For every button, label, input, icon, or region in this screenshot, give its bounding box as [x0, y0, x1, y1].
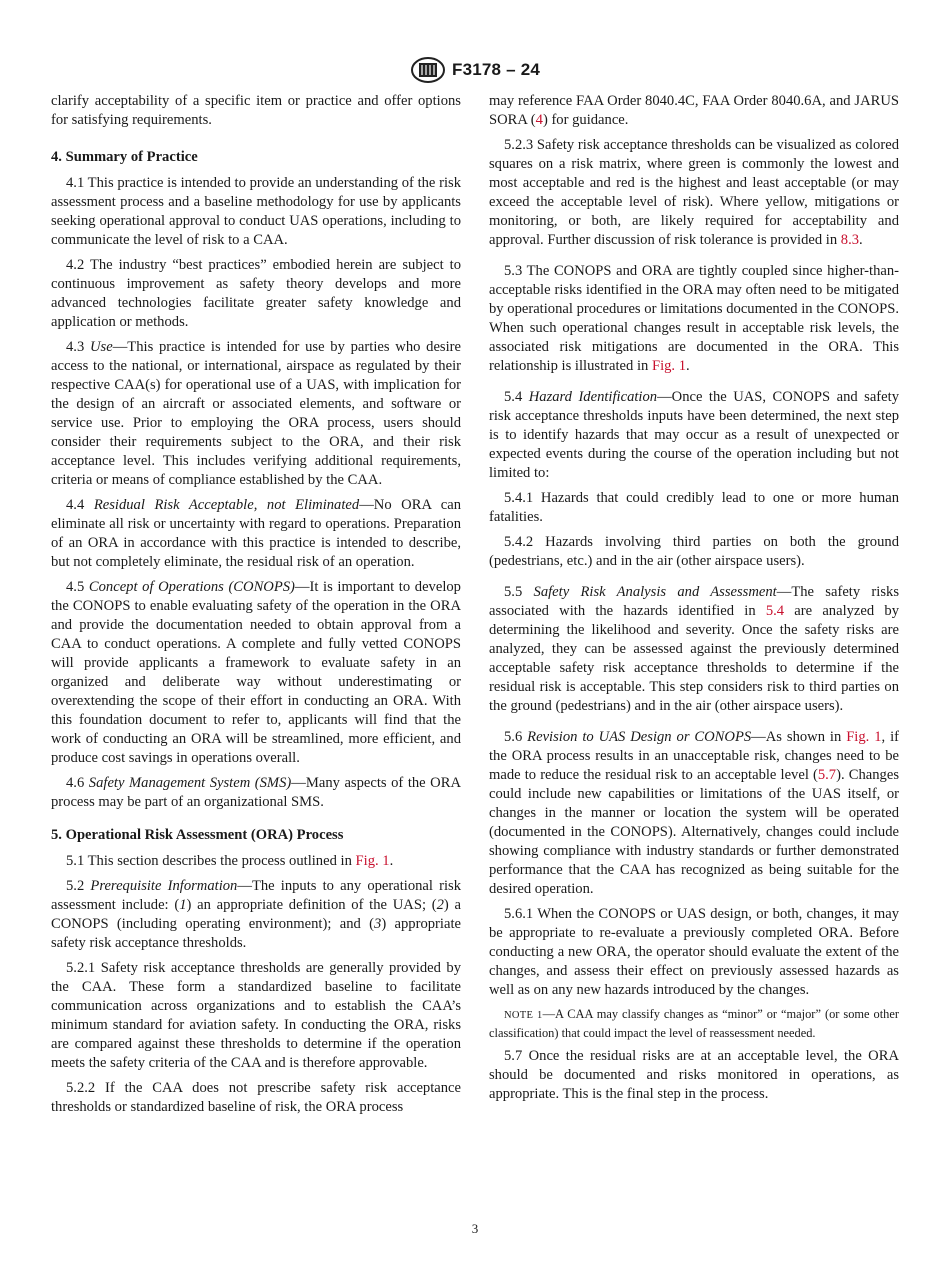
section-5-4-link[interactable]: 5.4 — [765, 603, 785, 619]
section-5-7-link[interactable]: 5.7 — [817, 767, 837, 783]
fig-1-link[interactable]: Fig. 1 — [355, 853, 390, 869]
paragraph-4-4: 4.4 Residual Risk Acceptable, not Eliminated—No ORA can eliminate all risk or uncertainty with regard to operations. Preparation of an ORA in accordance with this practice is intended to describe, but not completely eliminate, the residual risk of an operation. — [51, 497, 462, 570]
paragraph-5-5: 5.5 Safety Risk Analysis and Assessment—The safety risks associated with the hazards identified in 5.4 are analyzed by determining the likelihood and severity. Once the safety risks are analyzed, they can be assessed against the previously determined acceptable safety risk acceptance thresholds to determine if the residual risk is acceptable. This step considers risk to third parties on the ground (pedestrians) and in the air (other airspace users). — [489, 584, 899, 714]
paragraph-5-3: 5.3 The CONOPS and ORA are tightly coupled since higher-than-acceptable risks identified in the ORA may often need to be mitigated by operational procedures or limitations documented in the CONOPS. When such operational changes result in acceptable risk levels, the associated risk mitigations are documented in the ORA. This relationship is illustrated in Fig. 1. — [489, 263, 899, 374]
paragraph-5-1: 5.1 This section describes the process outlined in Fig. 1. — [66, 853, 394, 869]
reference-4-link[interactable]: 4 — [535, 112, 543, 128]
paragraph-5-6-1: 5.6.1 When the CONOPS or UAS design, or both, changes, it may be appropriate to re-evaluate a previously completed ORA. Before conducting a new ORA, the operator should evaluate the extent of the changes, and assess their effect on previously assessed hazards as well as on any new hazards introduced by the changes. — [489, 906, 899, 998]
continuation-paragraph: clarify acceptability of a specific item or practice and offer options for satisfying requirements. — [51, 93, 461, 128]
astm-logo — [410, 56, 446, 84]
paragraph-5-6: 5.6 Revision to UAS Design or CONOPS—As shown in Fig. 1, if the ORA process results in an unacceptable risk, changes need to be made to reduce the residual risk to an acceptable level (5.7). Changes could include new capabilities or limitations of the UAS itself, or changes in the manner or location the system will be operated (documented in the CONOPS). Alternatively, changes could include showing compliance with industry standards or further demonstrated performance that the CAA has recognized as being suitable for the desired operation. — [489, 729, 899, 897]
continuation-paragraph-right: may reference FAA Order 8040.4C, FAA Order 8040.6A, and JARUS SORA (4) for guidance. — [489, 93, 899, 128]
paragraph-4-2: 4.2 The industry “best practices” embodied herein are subject to continuous improvement as safety theory develops and more advanced technologies facilitate greater safety knowledge and application or methods. — [51, 257, 461, 330]
paragraph-4-1: 4.1 This practice is intended to provide an understanding of the risk assessment process and a baseline methodology for use by applicants seeking operational approval to conduct UAS operations, including to communicate the level of risk to a CAA. — [51, 175, 461, 248]
paragraph-5-2-3: 5.2.3 Safety risk acceptance thresholds can be visualized as colored squares on a risk matrix, where green is commonly the lowest and most acceptable and red is the highest and least acceptable (or may exceed the acceptable level of risk). Where yellow, mitigations or monitoring, or both, are likely required for acceptability and approval. Further discussion of risk tolerance is provided in 8.3. — [489, 137, 899, 248]
section-8-3-link[interactable]: 8.3 — [840, 232, 860, 248]
paragraph-5-2-2: 5.2.2 If the CAA does not prescribe safety risk acceptance thresholds or standardized baseline of risk, the ORA process — [51, 1080, 461, 1115]
page-header — [0, 55, 950, 85]
right-column — [489, 92, 899, 1110]
section-5-heading: 5. Operational Risk Assessment (ORA) Process — [51, 827, 344, 843]
paragraph-5-4-2: 5.4.2 Hazards involving third parties on both the ground (pedestrians, etc.) and in the air (other airspace users). — [489, 534, 899, 569]
document-id: F3178 – 24 — [451, 60, 540, 79]
paragraph-4-3: 4.3 Use—This practice is intended for use by parties who desire access to the national, or international, airspace as regulated by their respective CAA(s) for operational use of a UAS, with implication for the design of an aircraft or associated elements, and software or service use. Prior to employing the ORA process, users should consider their requirements subject to the ORA, and their risk acceptance level. This includes verifying additional requirements, criteria or means of compliance established by the CAA. — [51, 339, 461, 488]
fig-1-link[interactable]: Fig. 1 — [846, 729, 882, 745]
paragraph-5-4: 5.4 Hazard Identification—Once the UAS, CONOPS and safety risk acceptance thresholds inputs have been determined, the next step is to identify hazards that may occur as a result of unexpected or expected events during the course of the operation including but not limited to: — [489, 389, 899, 481]
section-4-heading: 4. Summary of Practice — [51, 149, 198, 165]
paragraph-5-4-1: 5.4.1 Hazards that could credibly lead to one or more human fatalities. — [489, 490, 899, 525]
paragraph-5-2-1: 5.2.1 Safety risk acceptance thresholds are generally provided by the CAA. These form a standardized baseline to facilitate communication across organizations and to establish the CAA’s minimum standard for aviation safety. In conducting the ORA, risks are compared against these thresholds to determine if the operation meets the safety criteria of the CAA and is therefore approvable. — [51, 960, 461, 1071]
page-number: 3 — [471, 1221, 479, 1236]
paragraph-4-5: 4.5 Concept of Operations (CONOPS)—It is important to develop the CONOPS to enable evaluating safety of the operation in the ORA and provide the documentation needed to obtain approval from a CAA to conduct operations. A complete and fully vetted CONOPS will provide applicants a framework to evaluate safety in an organized and deliberate way without underestimating or overextending the scope of their effort in conducting an ORA. With this foundation document to refer to, applicants will find that the work of conducting an ORA will be streamlined, more efficient, and produce cost savings in operations overall. — [51, 579, 461, 766]
paragraph-5-7: 5.7 Once the residual risks are at an acceptable level, the ORA should be documented and risks monitored in operations, as appropriate. This is the final step in the process. — [489, 1048, 899, 1102]
fig-1-link[interactable]: Fig. 1 — [651, 358, 687, 374]
paragraph-5-2: 5.2 Prerequisite Information—The inputs to any operational risk assessment include: (1) an appropriate definition of the UAS; (2) a CONOPS (including operating environment); and (3) appropriate safety risk acceptance thresholds. — [51, 878, 461, 951]
left-column — [51, 92, 461, 1123]
note-1: NOTE 1—A CAA may classify changes as “minor” or “major” (or some other classification) that could impact the level of reassessment needed. — [489, 1007, 899, 1040]
paragraph-4-6: 4.6 Safety Management System (SMS)—Many aspects of the ORA process may be part of an organizational SMS. — [51, 775, 461, 810]
